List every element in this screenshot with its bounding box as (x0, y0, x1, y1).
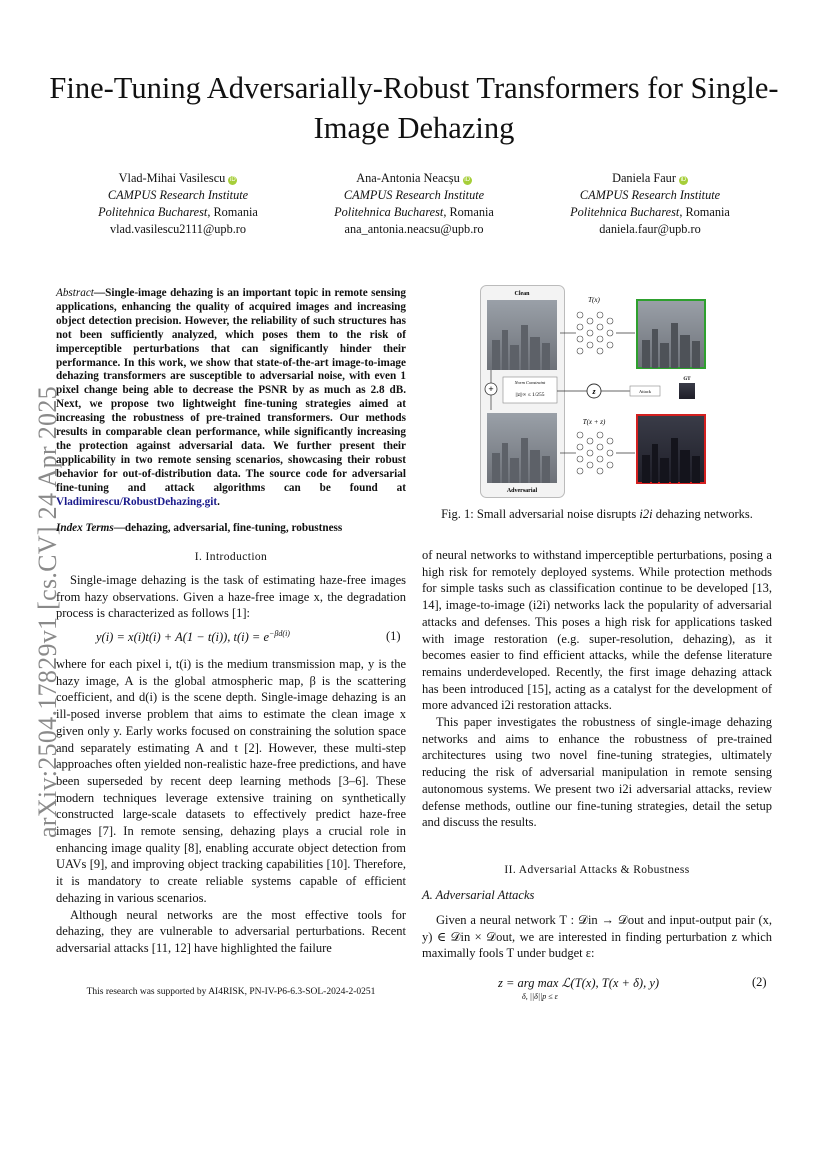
author-country: , Romania (679, 205, 730, 219)
author-name: Ana-Antonia Neacșu (356, 171, 460, 185)
equation-2-number: (2) (752, 975, 767, 989)
author-university: Politehnica Bucharest (98, 205, 208, 219)
intro-paragraph-1: Single-image dehazing is the task of estimating haze-free images from hazy observations. Given a haze-free image x, the degradation process is characterized as follows [1]: (56, 573, 406, 621)
author-name: Vlad-Mihai Vasilescu (118, 171, 226, 185)
figure-1 (480, 285, 712, 498)
author-institute: CAMPUS Research Institute (579, 188, 721, 202)
orcid-icon[interactable]: iD (464, 177, 471, 183)
figure-1-diagram (480, 285, 712, 498)
paper-title: Fine-Tuning Adversarially-Robust Transformers for Single-Image Dehazing (49, 71, 779, 145)
orcid-icon[interactable]: iD (680, 177, 687, 183)
author-name: Daniela Faur (612, 171, 676, 185)
abstract-lead: Abstract (56, 287, 94, 299)
attacks-paragraph: Given a neural network T : 𝒟in → 𝒟out and input-output pair (x, y) ∈ 𝒟in × 𝒟out, we are interested in finding perturbation z which maximally fools T under budget ε: (422, 913, 772, 961)
author-institute: CAMPUS Research Institute (107, 188, 249, 202)
author-3 (532, 170, 768, 238)
tx-label: T(x) (588, 296, 600, 304)
network-icon-top (577, 312, 613, 354)
author-email[interactable]: ana_antonia.neacsu@upb.ro (344, 222, 484, 236)
funding-footnote: This research was supported by AI4RISK, PN-IV-P6-6.3-SOL-2024-2-0251 (86, 987, 376, 997)
svg-text:+: + (488, 384, 494, 394)
gt-label: GT (683, 377, 691, 382)
index-terms-text: —dehazing, adversarial, fine-tuning, robustness (113, 522, 343, 534)
section-heading-adversarial: II. Adversarial Attacks & Robustness (504, 864, 690, 876)
ground-truth-image (679, 383, 695, 399)
code-link[interactable]: Vladimirescu/RobustDehazing.git (56, 495, 218, 508)
author-email[interactable]: vlad.vasilescu2111@upb.ro (109, 222, 247, 236)
orcid-icon[interactable]: iD (229, 177, 236, 183)
abstract: Abstract—Single-image dehazing is an important topic in remote sensing applications, enhancing the quality of acquired images and increasing object detection precision. However, the reliability of such structures has not been sufficiently analyzed, which poses them to the risk of imperceptible perturbations that can significantly hinder their performance. In this work, we show that state-of-the-art image-to-image dehazing transformers are susceptible to adversarial noise, with even 1 pixel change being able to decrease the PSNR by as much as 2.8 dB. Next, we propose two lightweight fine-tuning strategies aimed at increasing the robustness of pre-trained transformers. Our methods results in comparable clean performance, while significantly increasing the protection against adversarial data. We further present their applicability in two remote sensing scenarios, showcasing their robust behavior for out-of-distribution data. The source code for adversarial fine-tuning and attack algorithms can be found at Vladimirescu/RobustDehazing.git. (56, 287, 406, 508)
author-2 (296, 170, 532, 238)
author-email[interactable]: daniela.faur@upb.ro (599, 222, 701, 236)
author-block (60, 170, 768, 240)
attack-label: Attack (639, 389, 651, 394)
subsection-heading-attacks: A. Adversarial Attacks (422, 888, 535, 902)
author-1 (60, 170, 296, 238)
network-icon-bottom (577, 432, 613, 474)
svg-text:z: z (592, 387, 596, 396)
txz-label: T(x + z) (582, 418, 606, 426)
equation-2-constraint: δ, ||δ||p ≤ ε (522, 992, 558, 1001)
author-university: Politehnica Bucharest (334, 205, 444, 219)
equation-1-number: (1) (386, 629, 401, 643)
author-university: Politehnica Bucharest (570, 205, 680, 219)
adversarial-label: Adversarial (506, 488, 538, 494)
author-institute: CAMPUS Research Institute (343, 188, 485, 202)
author-country: , Romania (207, 205, 258, 219)
equation-1: y(i) = x(i)t(i) + A(1 − t(i)), $t(i) = e^{-\beta d(i)}$ (96, 629, 290, 645)
index-terms (56, 522, 406, 536)
section-heading-intro: I. Introduction (194, 551, 268, 563)
abstract-text: —Single-image dehazing is an important topic in remote sensing applications, enhancing the quality of acquired images and increasing object detection precision. However, the reliability of such structures has not been sufficiently analyzed, which poses them to the risk of imperceptible perturbations that can significantly hinder their performance. In this work, we show that state-of-the-art image-to-image dehazing transformers are susceptible to adversarial noise, with even 1 pixel change being able to decrease the PSNR by as much as 2.8 dB. Next, we propose two lightweight fine-tuning strategies aimed at increasing the robustness of pre-trained transformers. Our methods results in comparable clean performance, while significantly increasing the protection against adversarial data. We further present their applicability in two remote sensing scenarios, showcasing their robust behavior for out-of-distribution data. The source code for adversarial fine-tuning and attack algorithms can be found at (56, 287, 406, 494)
index-terms-lead: Index Terms (56, 522, 114, 534)
figure-1-caption: Fig. 1: Small adversarial noise disrupts i2i dehazing networks. (441, 507, 753, 521)
norm-constraint-label: Norm Constraint (514, 380, 546, 385)
arxiv-id-text: arXiv:2504.17829v1 [cs.CV] 24 Apr 2025 (33, 386, 62, 838)
norm-constraint-equation: ||z||∞ ≤ 1/255 (515, 392, 545, 398)
equation-2: z = arg max ℒ(T(x), T(x + δ), y) (498, 976, 660, 990)
intro-paragraph-right: of neural networks to withstand imperceptible perturbations, posing a high risk for remotely deployed systems. While protection methods for simple tasks such as classification continue to be developed [13, 14], image-to-image (i2i) networks lack the popularity of adversarial attacks and defenses. This poses a high risk for applications tasked with image restoration (e.g. super-resolution, dehazing), as it becomes easier to find efficient attacks, while the defense literature remains underdeveloped. Recently, the first image dehazing attack has been introduced [15], acting as a catalyst for the development of more advanced i2i restoration attacks. This paper investigates the robustness of single-image dehazing networks and aims to enhance the robustness of pre-trained architectures using two novel fine-tuning strategies, ultimately reducing the risk of adversarial manipulation in remote sensing autonomous systems. We present two i2i adversarial attacks, review defense methods, outline our fine-tuning strategies, detail the setup and discuss the results. (422, 548, 772, 830)
author-country: , Romania (443, 205, 494, 219)
clean-label: Clean (514, 291, 530, 297)
intro-paragraph-2: where for each pixel i, t(i) is the medium transmission map, y is the hazy image, A is the global atmospheric map, β is the scattering coefficient, and d(i) is the scene depth. Single-image dehazing is an ill-posed inverse problem that aims to estimate the clean image x given only y. Early works focused on constraining the solution space and separately estimating A and t [2]. However, these multi-step approaches often yielded non-realistic haze-free predictions, and have been superseded by recent deep learning methods [3–6]. These modern techniques leverage extensive training on synthetically constructed large-scale datasets to effectively predict haze-free images [7]. In remote sensing, dehazing plays a crucial role in enhancing image quality [8], enabling accurate object detection from UAVs [9], and improving object tracking capabilities [10]. Therefore, it is mandatory to create reliable systems capable of efficient dehazing in various scenarios. Although neural networks are the most effective tools for dehazing, they are vulnerable to adversarial perturbations. Recent adversarial attacks [11, 12] have highlighted the failure (56, 657, 406, 955)
